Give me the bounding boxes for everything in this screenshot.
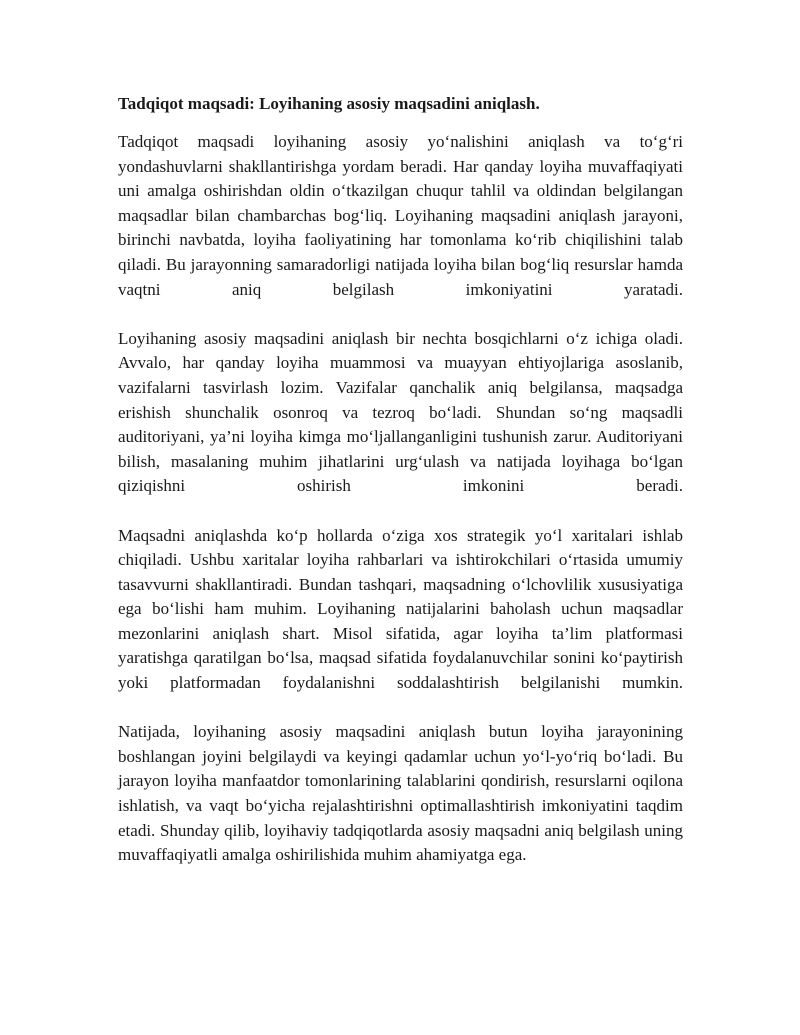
- document-page: [118, 92, 683, 868]
- paragraph-1: Tadqiqot maqsadi loyihaning asosiy yo‘nalishini aniqlash va to‘g‘ri yondashuvlarni shakllantirishga yordam beradi. Har qanday loyiha muvaffaqiyati uni amalga oshirishdan oldin o‘tkazilgan chuqur tahlil va oldindan belgilangan maqsadlar bilan chambarchas bog‘liq. Loyihaning maqsadini aniqlash jarayoni, birinchi navbatda, loyiha faoliyatining har tomonlama ko‘rib chiqilishini talab qiladi. Bu jarayonning samaradorligi natijada loyiha bilan bog‘liq resurslar hamda vaqtni aniq belgilash imkoniyatini yaratadi.: [118, 132, 683, 299]
- paragraph-2: Loyihaning asosiy maqsadini aniqlash bir nechta bosqichlarni o‘z ichiga oladi. Avvalo, har qanday loyiha muammosi va muayyan ehtiyojlariga asoslanib, vazifalarni tasvirlash lozim. Vazifalar qanchalik aniq belgilansa, maqsadga erishish shunchalik osonroq va tezroq bo‘ladi. Shundan so‘ng maqsadli auditoriyani, ya’ni loyiha kimga mo‘ljallanganligini tushunish zarur. Auditoriyani bilish, masalaning muhim jihatlarini urg‘ulash va natijada loyihaga bo‘lgan qiziqishni oshirish imkonini beradi.: [118, 328, 683, 496]
- paragraph-4: Natijada, loyihaning asosiy maqsadini aniqlash butun loyiha jarayonining boshlangan joyini belgilaydi va keyingi qadamlar uchun yo‘l-yo‘riq bo‘ladi. Bu jarayon loyiha manfaatdor tomonlarining talablarini qondirish, resurslarni oqilona ishlatish, va vaqt bo‘yicha rejalashtirishni optimallashtirish imkoniyatini taqdim etadi. Shunday qilib, loyihaviy tadqiqotlarda asosiy maqsadni aniq belgilash uning muvaffaqiyatli amalga oshirilishida muhim ahamiyatga ega.: [118, 722, 683, 865]
- document-title: Tadqiqot maqsadi: Loyihaning asosiy maqsadini aniqlash.: [118, 94, 540, 113]
- paragraph-3: Maqsadni aniqlashda ko‘p hollarda o‘ziga xos strategik yo‘l xaritalari ishlab chiqiladi. Ushbu xaritalar loyiha rahbarlari va ishtirokchilari o‘rtasida umumiy tasavvurni shakllantiradi. Bundan tashqari, maqsadning o‘lchovlilik xususiyatiga ega bo‘lishi ham muhim. Loyihaning natijalarini baholash uchun maqsadlar mezonlarini aniqlash shart. Misol sifatida, agar loyiha ta’lim platformasi yaratishga qaratilgan bo‘lsa, maqsad sifatida foydalanuvchilar sonini ko‘paytirish yoki platformadan foydalanishni soddalashtirish belgilanishi mumkin.: [118, 525, 683, 693]
